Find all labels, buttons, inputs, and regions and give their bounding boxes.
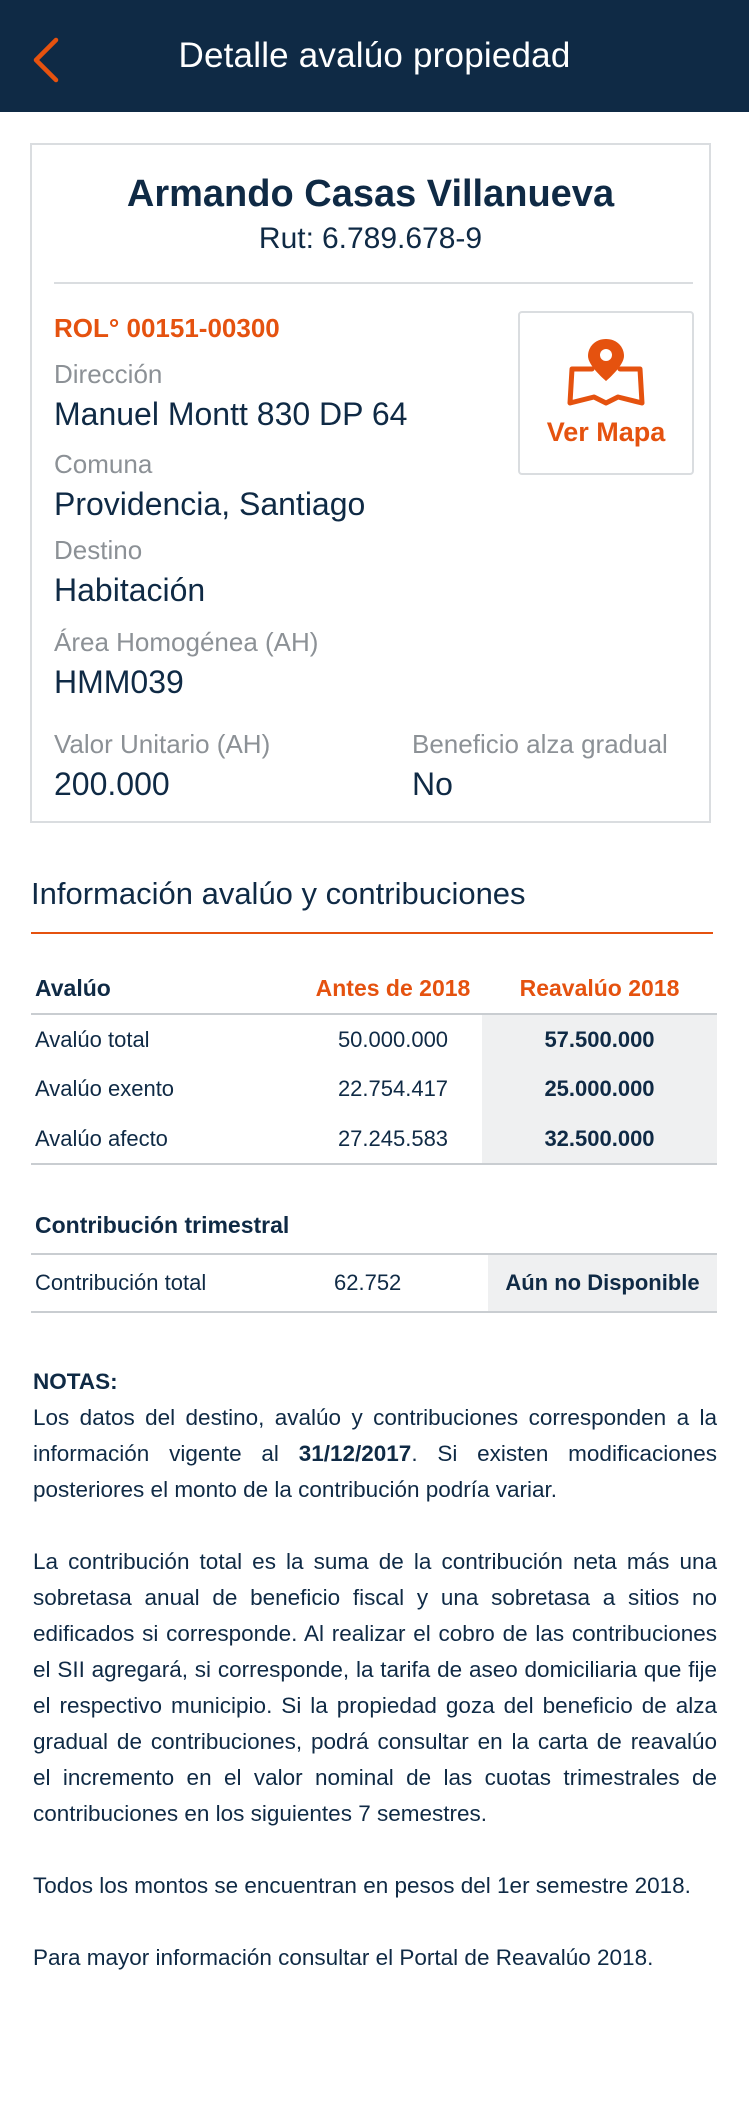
comuna-label: Comuna bbox=[54, 449, 153, 479]
notes-p1-date: 31/12/2017 bbox=[298, 1441, 412, 1466]
field-destino bbox=[54, 535, 205, 609]
row-label: Avalúo exento bbox=[35, 1076, 175, 1101]
header-avaluo: Avalúo bbox=[35, 975, 111, 1001]
row-label: Avalúo afecto bbox=[31, 1114, 304, 1164]
header-antes-2018: Antes de 2018 bbox=[315, 975, 471, 1001]
owner-rut bbox=[32, 222, 709, 256]
field-beneficio bbox=[412, 729, 668, 803]
section-divider bbox=[31, 932, 713, 934]
section-title: Información avalúo y contribuciones bbox=[31, 876, 526, 911]
beneficio-value: No bbox=[412, 766, 453, 802]
contribucion-header-row bbox=[31, 1192, 717, 1254]
notes-section bbox=[33, 1364, 717, 2012]
row-value-before: 50.000.000 bbox=[337, 1026, 449, 1052]
area-label: Área Homogénea (AH) bbox=[54, 627, 319, 657]
owner-name: Armando Casas Villanueva bbox=[126, 173, 615, 215]
table-row bbox=[31, 1014, 717, 1064]
contribucion-label: Contribución total bbox=[35, 1270, 207, 1295]
field-comuna bbox=[54, 449, 365, 523]
app-header bbox=[0, 0, 749, 112]
row-label: Avalúo total bbox=[35, 1026, 150, 1052]
back-button[interactable] bbox=[28, 36, 64, 84]
destino-label: Destino bbox=[54, 535, 143, 565]
notes-paragraph-1 bbox=[33, 1400, 717, 1508]
field-valor-unitario bbox=[54, 729, 270, 803]
area-value: HMM039 bbox=[54, 664, 184, 700]
table-row bbox=[31, 1114, 717, 1164]
valor-value: 200.000 bbox=[54, 766, 170, 802]
direccion-value: Manuel Montt 830 DP 64 bbox=[54, 396, 408, 432]
notes-p1-text-end: . Si existen modificaciones posteriores el monto de la contribución podría variar. bbox=[33, 1441, 717, 1502]
notes-paragraph-3: Todos los montos se encuentran en pesos del 1er semestre 2018. bbox=[33, 1873, 691, 1898]
chevron-left-icon bbox=[28, 36, 64, 84]
rut-label: Rut: bbox=[258, 222, 314, 255]
view-map-label: Ver Mapa bbox=[546, 417, 666, 447]
row-value-reavaluo: 32.500.000 bbox=[482, 1114, 717, 1164]
contribucion-title: Contribución trimestral bbox=[35, 1212, 290, 1238]
row-value-reavaluo: 57.500.000 bbox=[482, 1014, 717, 1064]
beneficio-label: Beneficio alza gradual bbox=[412, 729, 668, 759]
table-header-row bbox=[31, 964, 717, 1014]
comuna-value: Providencia, Santiago bbox=[54, 486, 366, 522]
table-row bbox=[31, 1064, 717, 1114]
table-row bbox=[31, 1254, 717, 1312]
page-title: Detalle avalúo propiedad bbox=[178, 36, 571, 75]
notes-paragraph-2: La contribución total es la suma de la contribución neta más una sobretasa anual de beneficio fiscal y una sobretasa a sitios no edificados si corresponde. Al realizar el cobro de las contribuciones el SII agregará, si corresponde, la tarifa de aseo domiciliaria que fije el respectivo municipio. Si la propiedad goza del beneficio de alza gradual de contribuciones, podrá consultar en la carta de reavalúo el incremento en el valor nominal de las cuotas trimestrales de contribuciones en los siguientes 7 semestres. bbox=[33, 1549, 717, 1826]
notes-title: NOTAS: bbox=[33, 1369, 118, 1394]
row-value-before: 22.754.417 bbox=[337, 1076, 449, 1101]
row-value-before: 27.245.583 bbox=[304, 1114, 482, 1164]
avaluo-table bbox=[31, 964, 717, 1165]
card-divider bbox=[54, 282, 693, 284]
destino-value: Habitación bbox=[54, 572, 206, 608]
rol-number: ROL° 00151-00300 bbox=[54, 313, 280, 343]
field-area-homogenea bbox=[54, 627, 318, 701]
contribucion-table bbox=[31, 1192, 717, 1313]
contribucion-reavaluo: Aún no Disponible bbox=[488, 1254, 717, 1312]
direccion-label: Dirección bbox=[54, 359, 163, 389]
view-map-button[interactable] bbox=[518, 311, 694, 475]
notes-p1-text: Los datos del destino, avalúo y contribuciones corresponden a la información vigente al bbox=[33, 1405, 717, 1466]
notes-paragraph-4: Para mayor información consultar el Portal de Reavalúo 2018. bbox=[33, 1945, 654, 1970]
rut-value: 6.789.678-9 bbox=[321, 222, 483, 255]
valor-label: Valor Unitario (AH) bbox=[54, 729, 271, 759]
map-pin-icon bbox=[566, 333, 646, 409]
field-direccion bbox=[54, 359, 407, 433]
header-reavaluo-2018: Reavalúo 2018 bbox=[519, 975, 680, 1001]
row-value-reavaluo: 25.000.000 bbox=[482, 1064, 717, 1114]
contribucion-before: 62.752 bbox=[334, 1270, 402, 1295]
property-card bbox=[30, 143, 711, 823]
